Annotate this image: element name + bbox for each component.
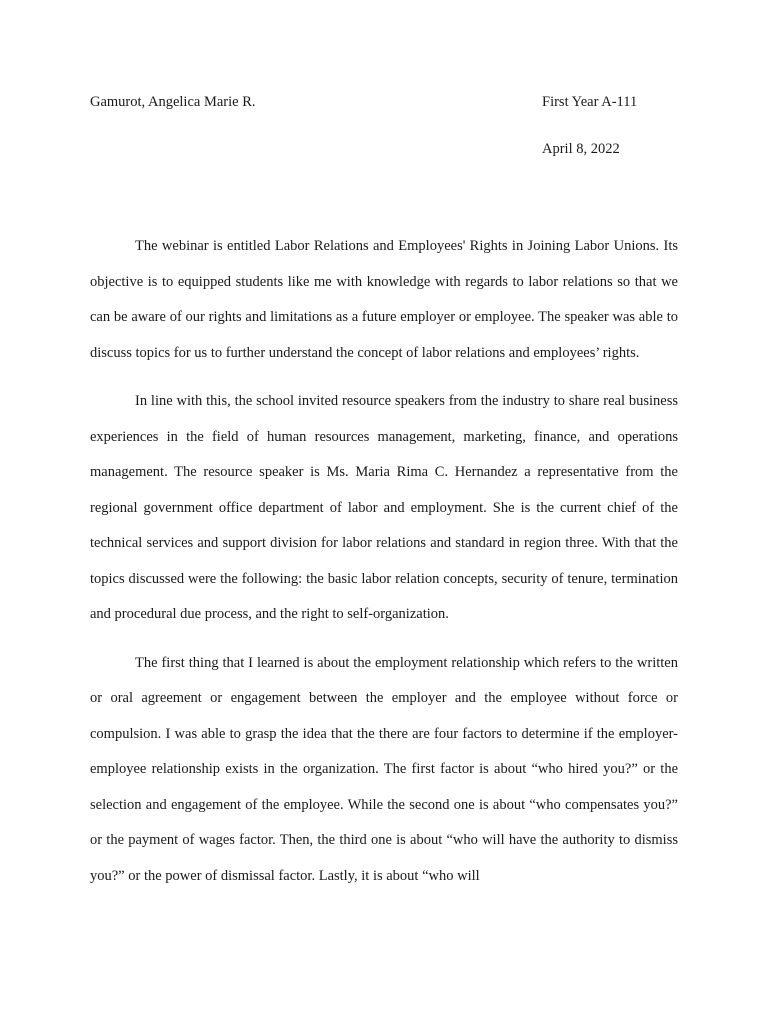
author-name: Gamurot, Angelica Marie R. (90, 94, 256, 110)
document-date: April 8, 2022 (542, 141, 620, 157)
class-section: First Year A-111 (542, 94, 638, 110)
document-body (90, 229, 678, 907)
body-paragraph-3: The first thing that I learned is about the employment relationship which refers to the written or oral agreement or engagement between the employer and the employee without force or compulsion. I was able to grasp the idea that the there are four factors to determine if the employer-employee relationship exists in the organization. The first factor is about “who hired you?” or the selection and engagement of the employee. While the second one is about “who compensates you?” or the payment of wages factor. Then, the third one is about “who will have the authority to dismiss you?” or the power of dismissal factor. Lastly, it is about “who will (90, 654, 678, 884)
body-paragraph-2: In line with this, the school invited resource speakers from the industry to share real business experiences in the field of human resources management, marketing, finance, and operations management. The resource speaker is Ms. Maria Rima C. Hernandez a representative from the regional government office department of labor and employment. She is the current chief of the technical services and support division for labor relations and standard in region three. With that the topics discussed were the following: the basic labor relation concepts, security of tenure, termination and procedural due process, and the right to self-organization. (90, 393, 678, 622)
body-paragraph-1: The webinar is entitled Labor Relations and Employees' Rights in Joining Labor Unions. Its objective is to equipped students like me with knowledge with regards to labor relations so that we can be aware of our rights and limitations as a future employer or employee. The speaker was able to discuss topics for us to further understand the concept of labor relations and employees’ rights. (90, 238, 678, 361)
document-header (90, 92, 678, 116)
